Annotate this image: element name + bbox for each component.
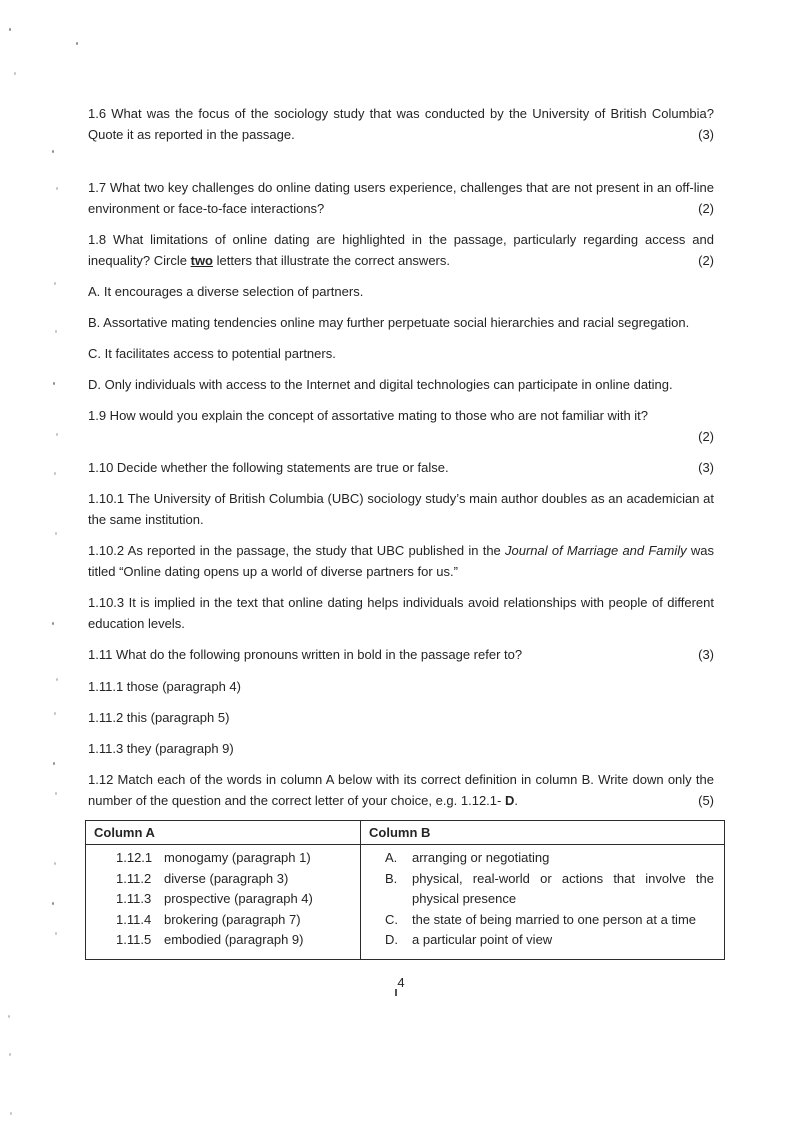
question-1-12-marks: (5) <box>692 790 714 811</box>
match-item-word: brokering (paragraph 7) <box>164 911 301 927</box>
option-b: B. Assortative mating tendencies online may further perpetuate social hierarchies and racial segregation. <box>88 315 690 330</box>
question-1-8-emphasis: two <box>190 253 213 268</box>
question-1-11-1: 1.11.1 those (paragraph 4) <box>88 679 241 694</box>
match-item-4 <box>86 910 360 931</box>
scan-speck <box>10 1112 12 1115</box>
scan-speck <box>53 762 55 765</box>
question-1-6 <box>88 103 714 145</box>
scan-speck <box>56 187 58 190</box>
scan-speck <box>14 72 16 75</box>
definition-text: physical, real-world or actions that involve the physical presence <box>412 870 714 906</box>
question-1-12-example-letter: D <box>504 793 515 808</box>
scan-speck <box>55 792 57 795</box>
option-d: D. Only individuals with access to the Internet and digital technologies can participate in online dating. <box>88 377 673 392</box>
match-item-word: prospective (paragraph 4) <box>164 891 313 906</box>
scan-speck <box>55 532 57 535</box>
scan-speck <box>55 330 57 333</box>
definition-letter: D. <box>385 932 398 947</box>
exam-content <box>88 103 714 993</box>
column-b-cell <box>361 845 725 960</box>
question-1-8-text-post: letters that illustrate the correct answers. <box>213 253 450 268</box>
question-1-11-text: 1.11 What do the following pronouns written in bold in the passage refer to? <box>88 647 523 662</box>
question-1-6-text: 1.6 What was the focus of the sociology study that was conducted by the University of British Columbia? Quote it as reported in the passage. <box>88 106 714 142</box>
match-table-header-row <box>86 821 725 845</box>
match-item-number: 1.11.2 <box>116 870 152 886</box>
question-1-10-2-text-pre: 1.10.2 As reported in the passage, the study that UBC published in the <box>88 543 505 558</box>
scan-speck <box>52 902 54 905</box>
match-item-3 <box>86 889 360 910</box>
scan-speck <box>52 150 54 153</box>
scan-speck <box>52 622 54 625</box>
question-1-10-3 <box>88 592 714 634</box>
question-1-11-3: 1.11.3 they (paragraph 9) <box>88 741 234 756</box>
match-item-number: 1.11.3 <box>116 891 152 906</box>
definition-text: the state of being married to one person at a time <box>412 911 697 927</box>
question-1-7 <box>88 177 714 219</box>
match-item-word: embodied (paragraph 9) <box>164 932 304 947</box>
question-1-12-text-post: . <box>514 793 518 808</box>
scan-speck <box>53 382 55 385</box>
question-1-11-2: 1.11.2 this (paragraph 5) <box>88 710 230 725</box>
question-1-12 <box>88 769 714 811</box>
question-1-11-marks: (3) <box>692 644 714 665</box>
question-1-6-marks: (3) <box>692 124 714 145</box>
question-1-10-marks: (3) <box>692 457 714 478</box>
question-1-10-text: 1.10 Decide whether the following statements are true or false. <box>88 460 449 475</box>
match-item-1 <box>86 848 360 869</box>
definition-c <box>361 910 724 931</box>
question-1-8 <box>88 229 714 271</box>
scan-speck <box>76 42 78 45</box>
column-a-cell <box>86 845 361 960</box>
question-1-10 <box>88 457 714 478</box>
match-table <box>85 820 725 960</box>
column-b-header: Column B <box>361 821 725 845</box>
scan-speck <box>8 1015 10 1018</box>
question-1-10-3-text: 1.10.3 It is implied in the text that online dating helps individuals avoid relationships with people of different education levels. <box>88 595 714 631</box>
match-item-number: 1.11.4 <box>116 911 152 927</box>
match-item-2 <box>86 869 360 890</box>
column-a-header: Column A <box>86 821 361 845</box>
scan-speck <box>54 472 56 475</box>
question-1-10-2 <box>88 540 714 582</box>
scan-speck <box>54 862 56 865</box>
question-1-10-1 <box>88 488 714 530</box>
definition-b <box>361 869 724 910</box>
definition-letter: B. <box>385 870 398 886</box>
question-1-9-marks: (2) <box>698 429 714 444</box>
question-1-8-text-pre: 1.8 What limitations of online dating are highlighted in the passage, particularly regarding access and inequality? Circle <box>88 232 714 268</box>
page-number: 4 <box>397 974 405 990</box>
question-1-12-text-pre: 1.12 Match each of the words in column A below with its correct definition in column B. Write down only the number of the question and the correct letter of your choice, e.g. 1.12.1- <box>88 772 714 808</box>
match-item-word: diverse (paragraph 3) <box>164 870 289 886</box>
question-1-7-marks: (2) <box>692 198 714 219</box>
scan-speck <box>56 678 58 681</box>
journal-title: Journal of Marriage and Family <box>505 543 687 558</box>
scan-speck <box>55 932 57 935</box>
match-item-number: 1.11.5 <box>116 932 152 947</box>
scan-speck <box>9 28 11 31</box>
scan-speck <box>54 282 56 285</box>
scan-speck <box>54 712 56 715</box>
match-table-body-row <box>86 845 725 960</box>
definition-a <box>361 848 724 869</box>
question-1-9-text: 1.9 How would you explain the concept of assortative mating to those who are not familiar with it? <box>88 408 649 423</box>
definition-text: a particular point of view <box>412 932 553 947</box>
match-item-number: 1.12.1 <box>116 850 153 865</box>
question-1-7-text: 1.7 What two key challenges do online dating users experience, challenges that are not present in an off-line environment or face-to-face interactions? <box>88 180 714 216</box>
match-item-word: monogamy (paragraph 1) <box>164 850 311 865</box>
question-1-9 <box>88 405 714 426</box>
option-c: C. It facilitates access to potential partners. <box>88 346 336 361</box>
definition-letter: A. <box>385 850 398 865</box>
scan-speck <box>9 1053 11 1056</box>
match-item-5 <box>86 930 360 951</box>
scan-speck <box>56 433 58 436</box>
question-1-8-marks: (2) <box>692 250 714 271</box>
question-1-10-1-text: 1.10.1 The University of British Columbia (UBC) sociology study’s main author doubles as an academician at the same institution. <box>88 491 714 527</box>
definition-text: arranging or negotiating <box>412 850 550 865</box>
definition-letter: C. <box>385 911 398 927</box>
definition-d <box>361 930 724 951</box>
option-a: A. It encourages a diverse selection of partners. <box>88 284 364 299</box>
question-1-11 <box>88 644 714 665</box>
question-1-10-2-text-post: was titled “Online dating opens up a world of diverse partners for us.” <box>88 543 714 579</box>
